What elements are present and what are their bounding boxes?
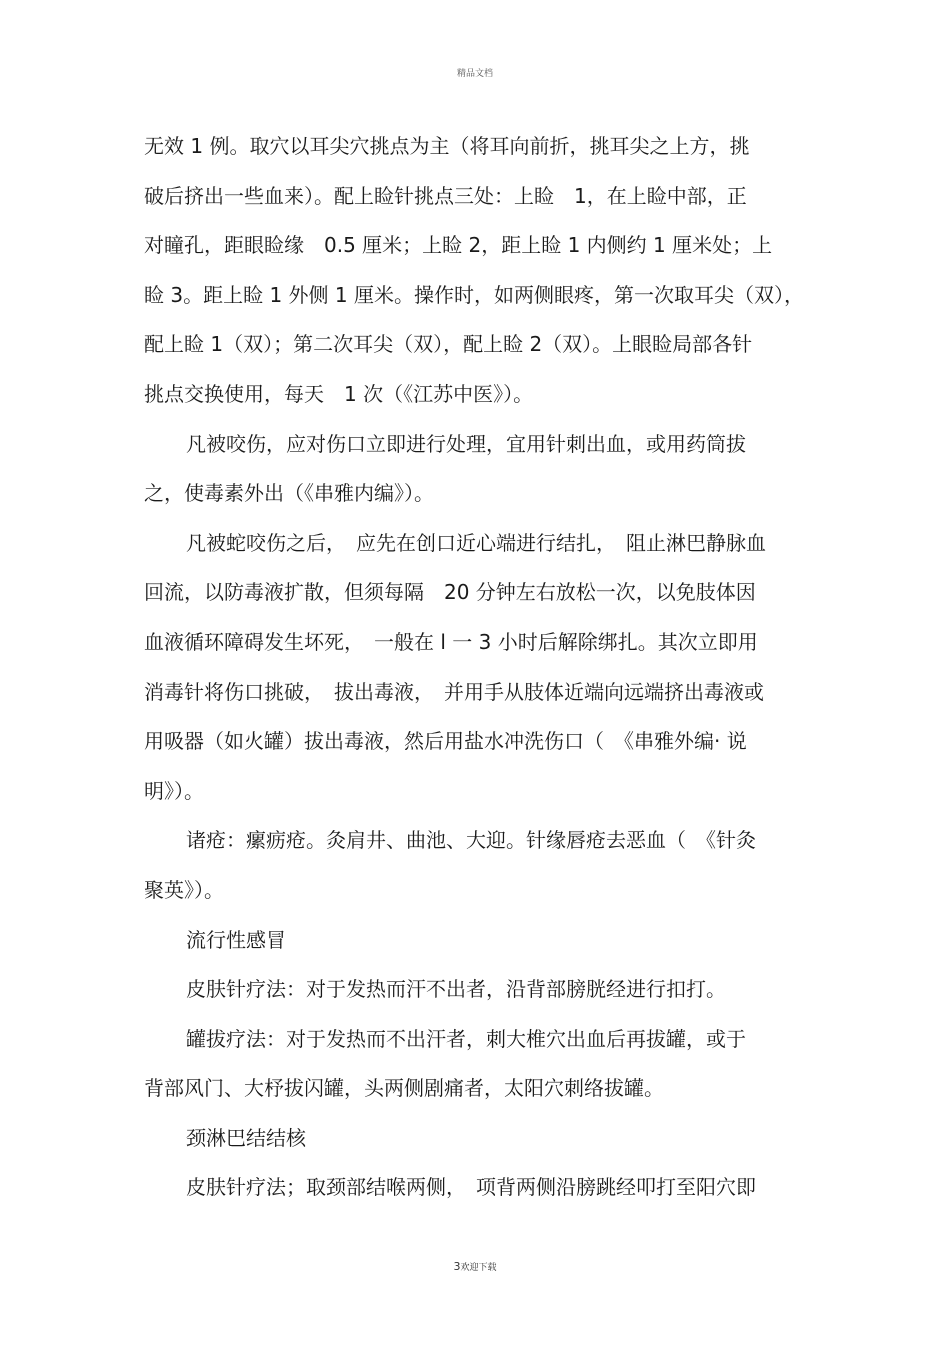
text-line: 破后挤出一些血来）。配上睑针挑点三处：上睑 1，在上睑中部，正 <box>144 183 747 208</box>
text-line: 消毒针将伤口挑破， 拔出毒液， 并用手从肢体近端向远端挤出毒液或 <box>144 679 764 704</box>
text-line: 皮肤针疗法；取颈部结喉两侧， 项背两侧沿膀跳经叩打至阳穴即 <box>186 1175 756 1200</box>
text-line: 无效 1 例。取穴以耳尖穴挑点为主（将耳向前折，挑耳尖之上方，挑 <box>144 134 750 158</box>
document-body <box>144 122 806 1213</box>
text-line: 皮肤针疗法：对于发热而汗不出者，沿背部膀胱经进行扣打。 <box>186 977 726 1002</box>
text-line: 用吸器（如火罐）拔出毒液，然后用盐水冲洗伤口（ 《串雅外编· 说 <box>144 729 747 754</box>
text-line: 挑点交换使用，每天 1 次（《江苏中医》）。 <box>144 381 534 406</box>
text-line: 配上睑 1（双）；第二次耳尖（双），配上睑 2（双）。上眼睑局部各针 <box>144 332 753 357</box>
text-line: 回流，以防毒液扩散，但须每隔 20 分钟左右放松一次，以免肢体因 <box>144 580 756 605</box>
text-line: 流行性感冒 <box>186 927 286 952</box>
text-line: 对瞳孔，距眼睑缘 0.5 厘米；上睑 2，距上睑 1 内侧约 1 厘米处；上 <box>144 233 773 258</box>
text-line: 颈淋巴结结核 <box>186 1125 306 1150</box>
text-line: 诸疮：瘰疬疮。灸肩井、曲池、大迎。针缘唇疮去恶血（ 《针灸 <box>186 828 756 853</box>
text-line: 凡被咬伤，应对伤口立即进行处理，宜用针刺出血，或用药筒拔 <box>186 431 746 456</box>
text-line: 明》）。 <box>144 778 204 803</box>
text-line: 之，使毒素外出（《串雅内编》）。 <box>144 481 434 506</box>
text-line: 睑 3。距上睑 1 外侧 1 厘米。操作时，如两侧眼疼，第一次取耳尖（双）， <box>144 282 804 307</box>
text-line: 罐拔疗法：对于发热而不出汗者，刺大椎穴出血后再拔罐，或于 <box>186 1026 746 1051</box>
page-header: 精品文档 <box>456 69 493 79</box>
page-footer <box>0 1260 950 1273</box>
footer-text: 欢迎下载 <box>460 1263 497 1273</box>
page-number: 3 <box>453 1260 461 1273</box>
text-line: 背部风门、大杼拔闪罐，头两侧剧痛者，太阳穴刺络拔罐。 <box>144 1076 664 1101</box>
text-line: 聚英》）。 <box>144 877 224 902</box>
text-line: 凡被蛇咬伤之后， 应先在创口近心端进行结扎， 阻止淋巴静脉血 <box>186 530 766 555</box>
text-line: 血液循环障碍发生坏死， 一般在 l 一 3 小时后解除绑扎。其次立即用 <box>144 629 758 654</box>
